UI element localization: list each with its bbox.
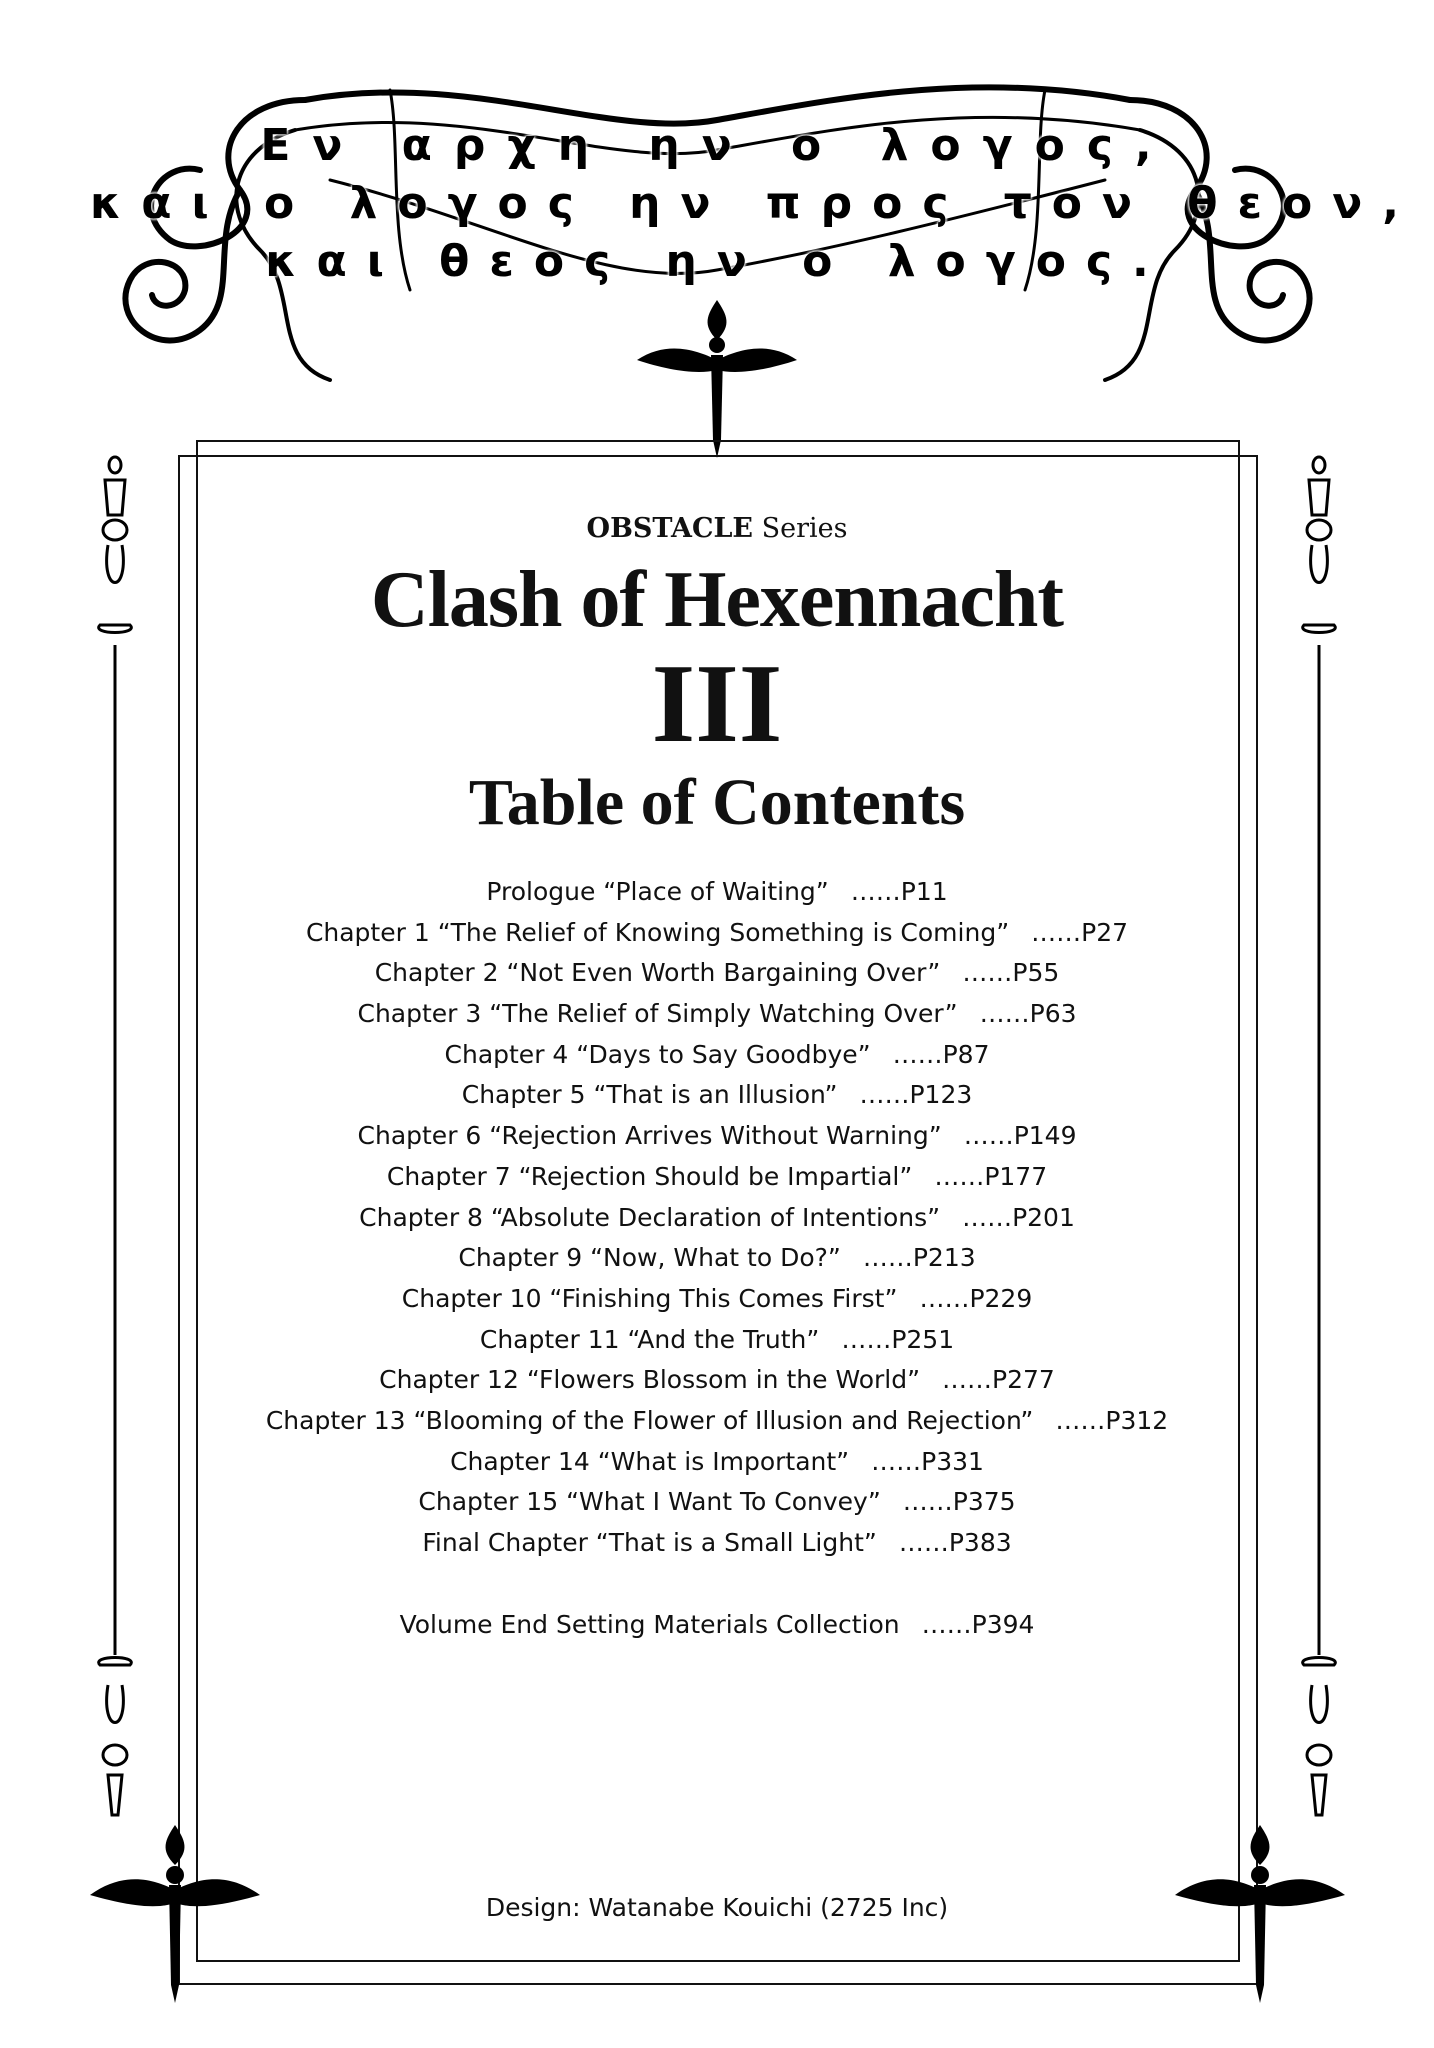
toc-entry-page: ……P177 bbox=[934, 1161, 1048, 1191]
toc-entry-label: Chapter 11 “And the Truth” bbox=[479, 1324, 820, 1354]
toc-entry-page: ……P375 bbox=[902, 1487, 1016, 1517]
toc-entry-label: Final Chapter “That is a Small Light” bbox=[422, 1528, 877, 1557]
series-label bbox=[0, 513, 1434, 544]
toc-entry-label: Chapter 1 “The Relief of Knowing Something is Coming” bbox=[305, 917, 1010, 947]
toc-entry-page: ……P27 bbox=[1031, 917, 1129, 947]
greek-line-1: Εν αρχη ην ο λογος, bbox=[260, 120, 1174, 171]
toc-entry bbox=[0, 994, 1434, 1035]
toc-entry-label: Chapter 2 “Not Even Worth Bargaining Over” bbox=[374, 958, 941, 988]
toc-entry bbox=[0, 1401, 1434, 1442]
toc-entry-page: ……P63 bbox=[979, 999, 1077, 1029]
toc-entry-label: Chapter 3 “The Relief of Simply Watching Over” bbox=[357, 999, 958, 1029]
series-suffix: Series bbox=[753, 513, 848, 544]
greek-line-3: και θεος ην ο λογος. bbox=[265, 236, 1169, 287]
toc-entry bbox=[0, 1442, 1434, 1483]
toc-entry-page: ……P277 bbox=[942, 1365, 1055, 1395]
toc-entry bbox=[0, 1279, 1434, 1320]
toc-entry-label: Chapter 5 “That is an Illusion” bbox=[461, 1080, 838, 1110]
toc-entry-page: ……P229 bbox=[919, 1283, 1033, 1313]
toc-extra-page: ……P394 bbox=[921, 1609, 1035, 1639]
toc-entry-page: ……P213 bbox=[862, 1243, 976, 1273]
toc-entry-label: Chapter 10 “Finishing This Comes First” bbox=[401, 1283, 898, 1313]
toc-entry-page: ……P87 bbox=[892, 1039, 990, 1069]
toc-entry bbox=[0, 913, 1434, 954]
series-name: OBSTACLE bbox=[586, 513, 754, 544]
toc-entry bbox=[0, 872, 1434, 913]
toc-entry bbox=[0, 1523, 1434, 1564]
toc-entry bbox=[0, 1360, 1434, 1401]
toc-entry bbox=[0, 1482, 1434, 1523]
volume-number: III bbox=[651, 642, 783, 766]
toc-heading: Table of Contents bbox=[468, 766, 966, 839]
toc-entry-label: Chapter 7 “Rejection Should be Impartial” bbox=[386, 1161, 913, 1191]
toc-entry-page: ……P331 bbox=[871, 1446, 984, 1476]
toc-entry-page: ……P11 bbox=[850, 877, 948, 906]
top-cross bbox=[627, 300, 807, 460]
toc-entry-page: ……P251 bbox=[841, 1324, 955, 1354]
toc-entry-label: Chapter 14 “What is Important” bbox=[450, 1446, 850, 1476]
toc-entry-label: Prologue “Place of Waiting” bbox=[486, 877, 829, 906]
toc-extra-entry bbox=[0, 1605, 1434, 1646]
book-title: Clash of Hexennacht bbox=[370, 556, 1064, 644]
toc-entry-page: ……P149 bbox=[963, 1121, 1077, 1151]
toc-entry-label: Chapter 8 “Absolute Declaration of Intentions” bbox=[359, 1202, 941, 1232]
toc-entry-label: Chapter 4 “Days to Say Goodbye” bbox=[444, 1039, 871, 1069]
toc-entry-page: ……P383 bbox=[898, 1528, 1012, 1557]
toc-entry-label: Chapter 15 “What I Want To Convey” bbox=[418, 1487, 881, 1517]
design-credit: Design: Watanabe Kouichi (2725 Inc) bbox=[485, 1893, 949, 1922]
top-cross-ornament bbox=[627, 300, 807, 460]
toc-entry bbox=[0, 1075, 1434, 1116]
toc-entry-page: ……P55 bbox=[962, 958, 1060, 988]
toc-entry bbox=[0, 953, 1434, 994]
toc-entry-label: Chapter 12 “Flowers Blossom in the World” bbox=[379, 1365, 921, 1395]
toc-entry bbox=[0, 1035, 1434, 1076]
toc-entry-label: Chapter 9 “Now, What to Do?” bbox=[458, 1243, 841, 1273]
toc-entry-label: Chapter 6 “Rejection Arrives Without Warning” bbox=[357, 1121, 942, 1151]
toc-entry bbox=[0, 1116, 1434, 1157]
toc-entry-page: ……P123 bbox=[859, 1080, 973, 1110]
toc-entry-label: Chapter 13 “Blooming of the Flower of Illusion and Rejection” bbox=[265, 1405, 1034, 1435]
toc-entry-page: ……P312 bbox=[1055, 1405, 1169, 1435]
toc-entry bbox=[0, 1238, 1434, 1279]
toc-extra-label: Volume End Setting Materials Collection bbox=[399, 1609, 900, 1639]
toc-entry-page: ……P201 bbox=[962, 1202, 1075, 1232]
toc-entry bbox=[0, 1198, 1434, 1239]
table-of-contents bbox=[0, 872, 1434, 1645]
toc-entry bbox=[0, 1157, 1434, 1198]
greek-line-2: και ο λογος ην προς τον θεον, bbox=[90, 178, 1419, 229]
toc-entry bbox=[0, 1320, 1434, 1361]
